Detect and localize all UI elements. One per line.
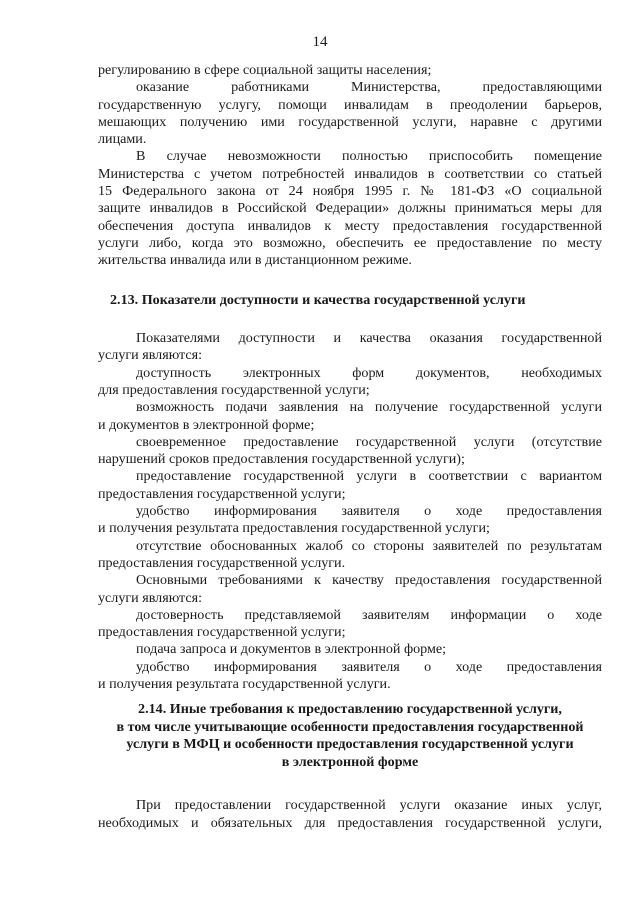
text-line: жительства инвалида или в дистанционном режиме. (98, 252, 412, 269)
text-line: подача запроса и документов в электронной форме; (136, 641, 447, 658)
middle-text-block (98, 330, 602, 693)
text-line: предоставления государственной услуги; (98, 485, 346, 502)
text-line: и получения результата государственной услуги. (98, 676, 391, 692)
text-line: предоставления государственной услуги. (98, 554, 346, 571)
heading-line: в электронной форме (281, 753, 419, 770)
text-line: услуги являются: (98, 347, 203, 364)
section-heading-2-14 (98, 701, 602, 771)
text-line: предоставление государственной услуги в соответствии с вариантом (136, 468, 602, 485)
heading-line: 2.14. Иные требования к предоставлению государственной услуги, (138, 701, 562, 718)
text-line: государственную услугу, помощи инвалидам в преодолении барьеров, (98, 96, 602, 113)
section-heading-2-13: 2.13. Показатели доступности и качества государственной услуги (110, 291, 526, 308)
text-line: Основными требованиями к качеству предоставления государственной (136, 572, 602, 589)
heading-line: в том числе учитывающие особенности предоставления государственной (116, 718, 584, 735)
text-line: обеспечения доступа инвалидов к месту предоставления государственной (98, 217, 602, 234)
text-line: В случае невозможности полностью приспособить помещение (136, 148, 602, 165)
text-line: Министерства с учетом потребностей инвалидов в соответствии со статьей (98, 165, 602, 182)
text-line: нарушений сроков предоставления государственной услуги); (98, 451, 465, 468)
text-line: лицами. (98, 131, 147, 148)
text-line: удобство информирования заявителя о ходе предоставления (136, 658, 602, 675)
text-line: для предоставления государственной услуги; (98, 381, 370, 398)
document-body (98, 62, 602, 832)
text-line: и документов в электронной форме; (98, 416, 315, 433)
text-line: регулированию в сфере социальной защиты населения; (98, 62, 432, 78)
text-line: услуги либо, когда это возможно, обеспечить ее предоставление по месту (98, 234, 602, 251)
heading-line: услуги в МФЦ и особенности предоставления государственной услуги (126, 736, 574, 753)
text-line: защите инвалидов в Российской Федерации» должны приниматься меры для (98, 200, 602, 217)
text-line: оказание работниками Министерства, предоставляющими (136, 79, 602, 96)
bottom-text-block (98, 797, 602, 832)
text-line: предоставления государственной услуги; (98, 624, 346, 641)
text-line: необходимых и обязательных для предоставления государственной услуги, (98, 814, 602, 831)
text-line: мешающих получению ими государственной услуги, наравне с другими (98, 113, 602, 130)
top-text-block (98, 62, 602, 270)
text-line: При предоставлении государственной услуги оказание иных услуг, (136, 797, 602, 814)
text-line: доступность электронных форм документов, необходимых (136, 364, 602, 381)
text-line: отсутствие обоснованных жалоб со стороны заявителей по результатам (136, 537, 602, 554)
text-line: удобство информирования заявителя о ходе предоставления (136, 503, 602, 520)
page-number: 14 (312, 34, 328, 50)
text-line: возможность подачи заявления на получение государственной услуги (136, 399, 602, 416)
text-line: 15 Федерального закона от 24 ноября 1995 г. № 181-ФЗ «О социальной (98, 183, 602, 200)
text-line: и получения результата предоставления государственной услуги; (98, 520, 490, 537)
text-line: Показателями доступности и качества оказания государственной (136, 330, 602, 347)
text-line: достоверность представляемой заявителям информации о ходе (136, 606, 602, 623)
text-line: своевременное предоставление государственной услуги (отсутствие (136, 433, 602, 450)
text-line: услуги являются: (98, 589, 203, 606)
